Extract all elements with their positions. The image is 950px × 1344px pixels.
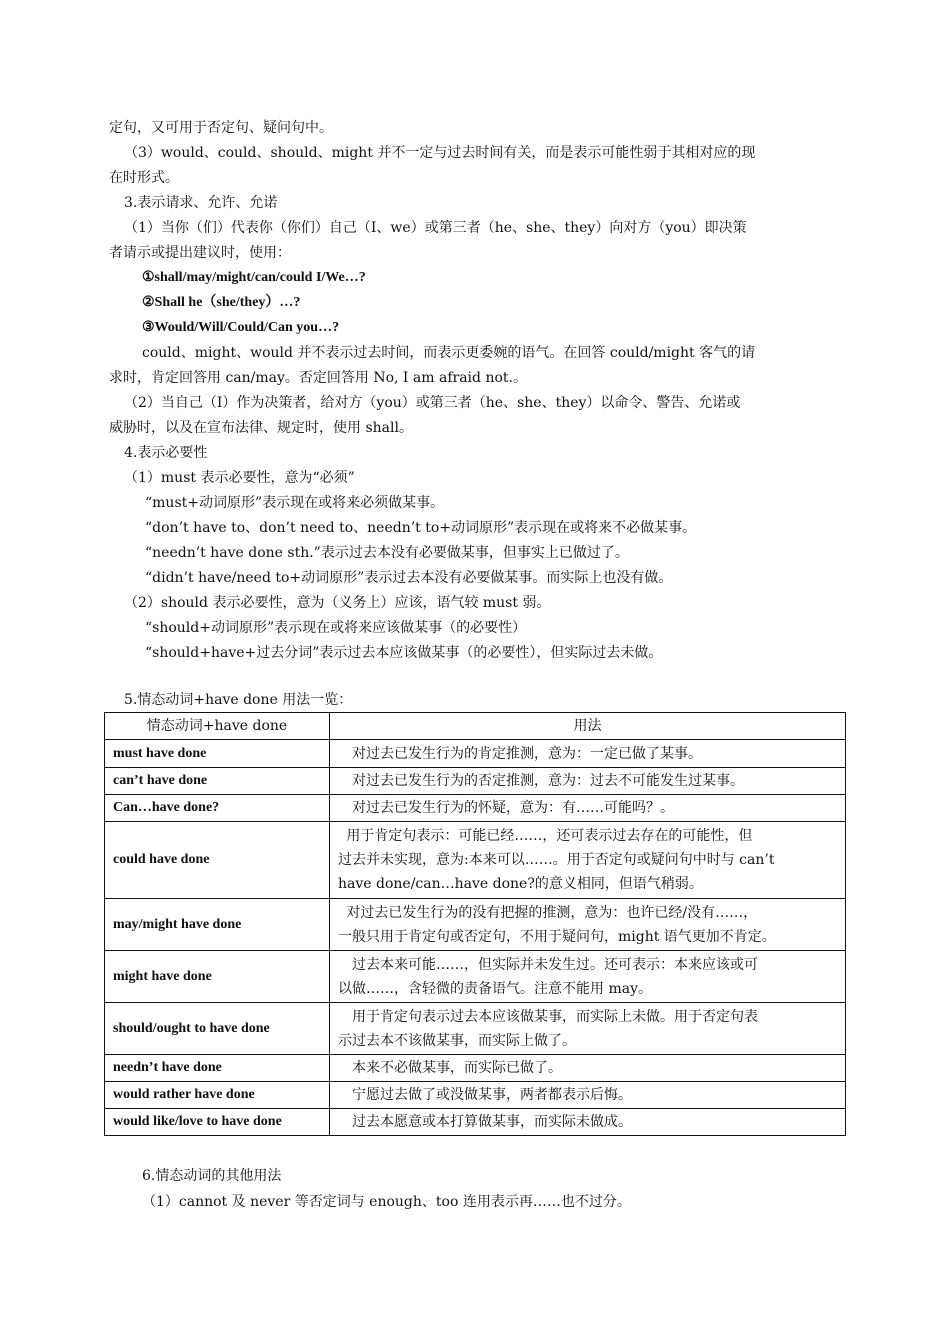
row-form: can’t have done — [105, 768, 330, 795]
s3-para1-line1: （1）当你（们）代表你（你们）自己（I、we）或第三者（he、she、they）向对方（you）即决策 — [124, 220, 747, 236]
table-row — [105, 1082, 846, 1109]
row-form: could have done — [105, 822, 330, 899]
row-form: needn’t have done — [105, 1055, 330, 1082]
s4-item-c: “needn’t have done sth.”表示过去本没有必要做某事，但事实上已做过了。 — [145, 545, 629, 561]
table-row — [105, 1003, 846, 1055]
row-usage: 过去本来可能……，但实际并未发生过。还可表示：本来应该或可 以做……，含轻微的责备语气。注意不能用 may。 — [330, 951, 846, 1003]
s4-item-d: “didn’t have/need to+动词原形”表示过去本没有必要做某事。而实际上也没有做。 — [145, 570, 673, 586]
s4-item-e: “should+动词原形”表示现在或将来应该做某事（的必要性） — [145, 620, 527, 636]
table-header-row — [105, 713, 846, 740]
s4-item-b: “don’t have to、don’t need to、needn’t to+动词原形”表示现在或将来不必做某事。 — [145, 520, 697, 536]
row-form: Can…have done? — [105, 795, 330, 822]
s3-note-line1: could、might、would 并不表示过去时间，而表示更委婉的语气。在回答 could/might 客气的请 — [142, 345, 756, 361]
s3-formula-2: ②Shall he（she/they）…? — [142, 295, 301, 310]
table-header-form: 情态动词+have done — [105, 713, 330, 740]
s4-para2: （2）should 表示必要性，意为（义务上）应该，语气较 must 弱。 — [124, 595, 551, 611]
intro-line-1: 定句，又可用于否定句、疑问句中。 — [109, 120, 333, 136]
s4-item-f: “should+have+过去分词”表示过去本应该做某事（的必要性），但实际过去未做。 — [145, 645, 663, 661]
table-row — [105, 795, 846, 822]
row-usage: 对过去已发生行为的否定推测，意为：过去不可能发生过某事。 — [330, 768, 846, 795]
modal-have-done-table — [104, 712, 846, 1136]
section-4-heading: 4.表示必要性 — [124, 445, 208, 461]
intro-line-2: （3）would、could、should、might 并不一定与过去时间有关，而是表示可能性弱于其相对应的现 — [124, 145, 756, 161]
table-row — [105, 899, 846, 951]
row-form: would like/love to have done — [105, 1109, 330, 1136]
section-3-heading: 3.表示请求、允许、允诺 — [124, 195, 278, 211]
table-row — [105, 740, 846, 768]
table-row — [105, 951, 846, 1003]
table-row — [105, 1109, 846, 1136]
row-form: would rather have done — [105, 1082, 330, 1109]
row-usage: 过去本愿意或本打算做某事，而实际未做成。 — [330, 1109, 846, 1136]
row-usage: 对过去已发生行为的肯定推测，意为：一定已做了某事。 — [330, 740, 846, 768]
s3-formula-3: ③Would/Will/Could/Can you…? — [142, 320, 340, 335]
section-6-heading: 6.情态动词的其他用法 — [142, 1168, 282, 1184]
s6-para1: （1）cannot 及 never 等否定词与 enough、too 连用表示再……也不过分。 — [142, 1194, 631, 1210]
table-row — [105, 1055, 846, 1082]
s3-para2-line1: （2）当自己（I）作为决策者，给对方（you）或第三者（he、she、they）以命令、警告、允诺或 — [124, 395, 741, 411]
s3-para2-line2: 威胁时，以及在宣布法律、规定时，使用 shall。 — [109, 420, 413, 436]
s3-formula-1: ①shall/may/might/can/could I/We…? — [142, 270, 366, 285]
section-5-heading: 5.情态动词+have done 用法一览： — [124, 692, 353, 708]
s4-item-a: “must+动词原形”表示现在或将来必须做某事。 — [145, 495, 445, 511]
row-usage: 本来不必做某事，而实际已做了。 — [330, 1055, 846, 1082]
row-usage: 用于肯定句表示过去本应该做某事，而实际上未做。用于否定句表 示过去本不该做某事，而实际上做了。 — [330, 1003, 846, 1055]
table-row — [105, 822, 846, 899]
s3-para1-line2: 者请示或提出建议时，使用： — [109, 245, 291, 261]
row-usage: 对过去已发生行为的没有把握的推测，意为：也许已经/没有……， 一般只用于肯定句或否定句，不用于疑问句，might 语气更加不肯定。 — [330, 899, 846, 951]
s3-note-line2: 求时，肯定回答用 can/may。否定回答用 No, I am afraid not.。 — [109, 370, 527, 386]
row-form: might have done — [105, 951, 330, 1003]
row-form: must have done — [105, 740, 330, 768]
row-form: may/might have done — [105, 899, 330, 951]
table-header-usage: 用法 — [330, 713, 846, 740]
row-form: should/ought to have done — [105, 1003, 330, 1055]
intro-line-3: 在时形式。 — [109, 170, 179, 186]
row-usage: 用于肯定句表示：可能已经……，还可表示过去存在的可能性，但 过去并未实现，意为:本来可以……。用于否定句或疑问句中时与 can’t have done/can…have done?的意义相同，但语气稍弱。 — [330, 822, 846, 899]
table-row — [105, 768, 846, 795]
row-usage: 宁愿过去做了或没做某事，两者都表示后悔。 — [330, 1082, 846, 1109]
s4-para1: （1）must 表示必要性，意为“必须” — [124, 470, 355, 486]
row-usage: 对过去已发生行为的怀疑，意为：有……可能吗？。 — [330, 795, 846, 822]
